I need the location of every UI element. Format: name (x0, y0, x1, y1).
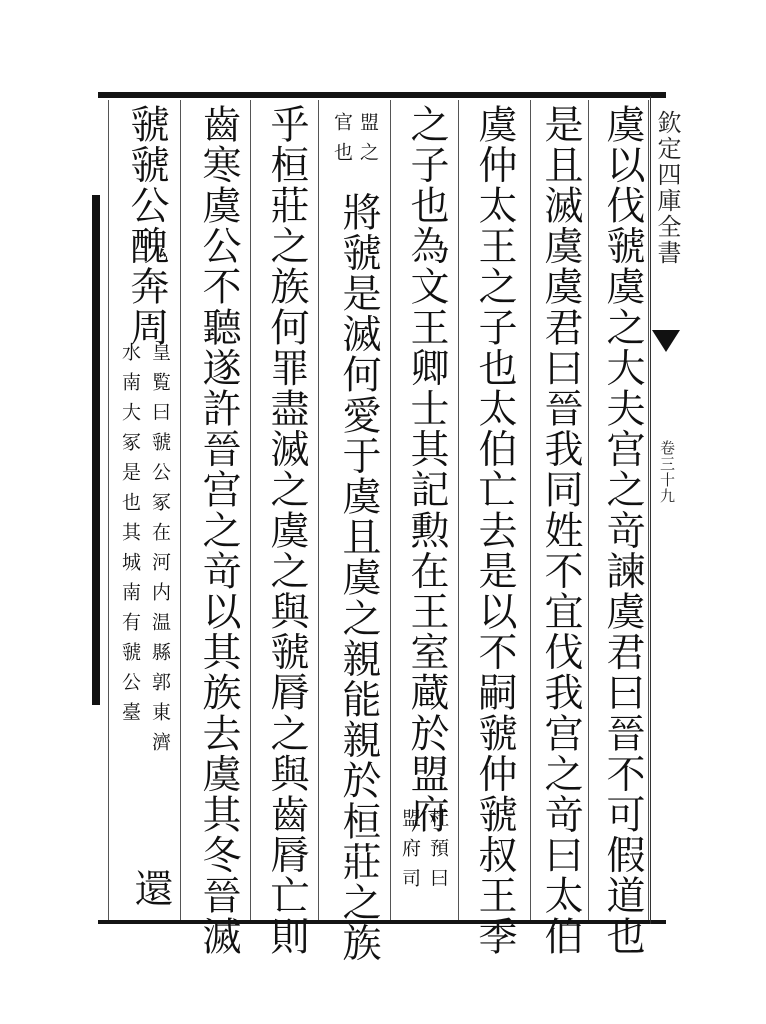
note-column-8b: 水南大冢是也其城南有虢公臺 (119, 342, 141, 732)
note-column-4a: 杜預曰 (427, 808, 449, 898)
note-column-5b: 官也 (331, 112, 353, 172)
column-rule (458, 100, 459, 920)
note-column-8a: 皇覧曰虢公冢在河内温縣郭東濟 (149, 342, 171, 762)
column-rule (390, 100, 391, 920)
text-column-8: 虢虢公醜奔周 (124, 104, 169, 348)
left-margin-bar (92, 195, 100, 705)
column-rule (318, 100, 319, 920)
column-rule (108, 100, 109, 920)
note-column-4b: 盟府司 (399, 808, 421, 898)
column-rule (648, 100, 649, 920)
fish-tail-mark (652, 330, 680, 352)
column-rule (530, 100, 531, 920)
text-column-7: 齒寒虞公不聽遂許晉宫之竒以其族去虞其冬晉滅 (196, 104, 241, 957)
column-rule (180, 100, 181, 920)
column-rule (250, 100, 251, 920)
text-column-8-end: 還 (128, 868, 173, 909)
column-rule (588, 100, 589, 920)
text-column-6: 乎桓莊之族何罪盡滅之虞之與虢脣之與齒脣亡則 (264, 104, 309, 957)
juan-number: 卷三十九 (658, 440, 676, 504)
text-column-4: 之子也為文王卿士其記勲在王室蔵於盟府 (404, 104, 449, 835)
text-column-5: 將虢是滅何愛于虞且虞之親能親於桓莊之族 (336, 192, 381, 964)
text-column-3: 虞仲太王之子也太伯亡去是以不嗣虢仲虢叔王季 (472, 104, 517, 957)
text-column-2: 是且滅虞虞君曰晉我同姓不宜伐我宫之竒曰太伯 (538, 104, 583, 957)
margin-title: 欽定四庫全書 (653, 110, 681, 266)
text-column-1: 虞以伐虢虞之大夫宫之竒諫虞君曰晉不可假道也 (600, 104, 645, 957)
note-column-5a: 盟之 (357, 112, 379, 172)
